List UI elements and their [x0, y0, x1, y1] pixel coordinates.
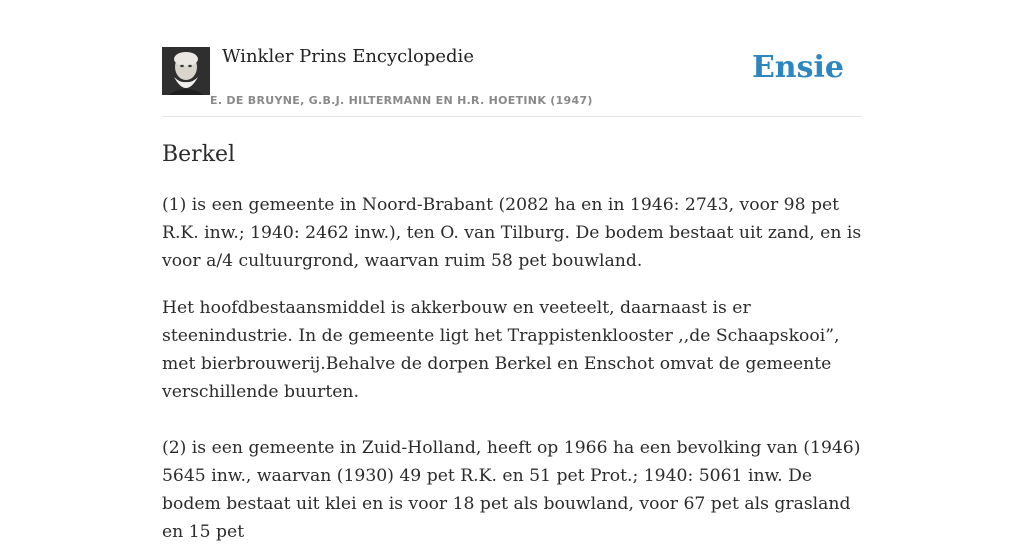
article — [162, 140, 862, 546]
article-paragraph: Het hoofdbestaansmiddel is akkerbouw en veeteelt, daarnaast is er steenindustrie. In de gemeente ligt het Trappistenklooster ,,de Schaapskooi”, met bierbrouwerij.Behalve de dorpen Berkel en Enschot omvat de gemeente verschillende buurten. — [162, 298, 840, 402]
article-paragraph: (1) is een gemeente in Noord-Brabant (2082 ha en in 1946: 2743, voor 98 pet R.K. inw.; 1940: 2462 inw.), ten O. van Tilburg. De bodem bestaat uit zand, en is voor a/4 cultuurgrond, waarvan ruim 58 pet bouwland. — [162, 195, 862, 271]
article-title: Berkel — [162, 142, 236, 167]
article-paragraph: (2) is een gemeente in Zuid-Holland, heeft op 1966 ha een bevolking van (1946) 5645 inw., waarvan (1930) 49 pet R.K. en 51 pet Prot.; 1940: 5061 inw. De bodem bestaat uit klei en is voor 18 pet als bouwland, voor 67 pet als grasland en 15 pet — [162, 438, 861, 542]
ensie-logo-link[interactable]: Ensie — [751, 50, 844, 85]
author-byline: E. DE BRUYNE, G.B.J. HILTERMANN EN H.R. HOETINK (1947) — [210, 94, 593, 107]
site-header — [162, 44, 862, 117]
author-portrait-icon — [162, 47, 210, 95]
site-title-link[interactable]: Winkler Prins Encyclopedie — [222, 46, 474, 67]
